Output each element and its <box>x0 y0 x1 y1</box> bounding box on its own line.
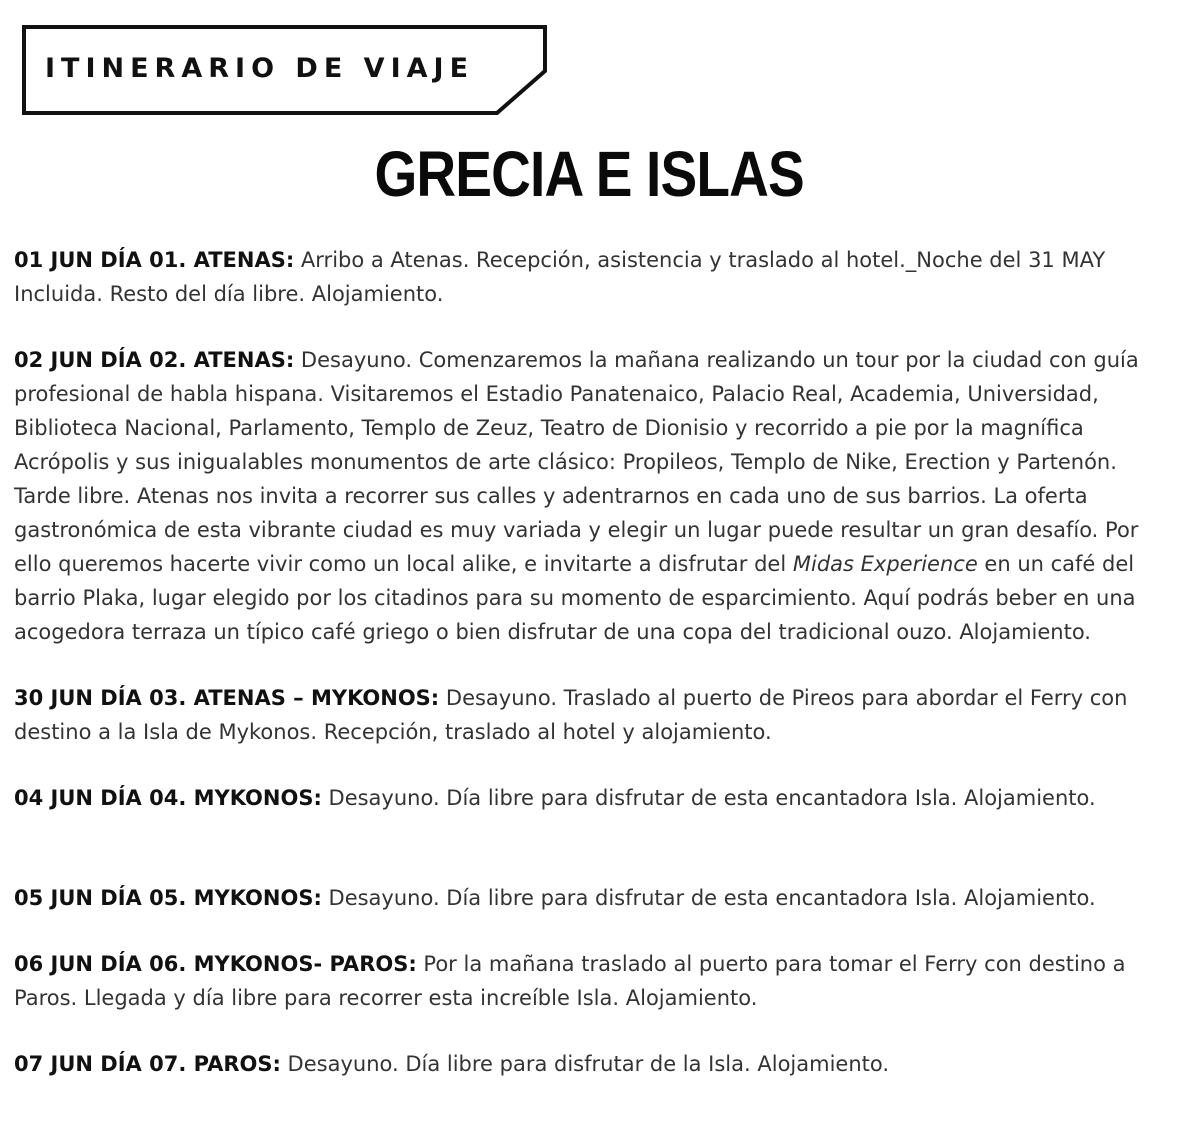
itinerary <box>14 243 1172 1081</box>
day-text: Desayuno. Día libre para disfrutar de esta encantadora Isla. Alojamiento. <box>321 786 1096 810</box>
page-title: GRECIA E ISLAS <box>374 138 804 210</box>
day-entry-03 <box>14 681 1172 749</box>
day-text: en un café del barrio Plaka, lugar elegido por los citadinos para su momento de esparcimiento. Aquí podrás beber en una acogedora terraza un típico café griego o bien disfrutar de una copa del tradicional ouzo. Alojamiento. <box>14 552 1136 644</box>
day-entry-01 <box>14 243 1172 311</box>
day-text: Desayuno. Día libre para disfrutar de la Isla. Alojamiento. <box>280 1052 890 1076</box>
header-label: ITINERARIO DE VIAJE <box>45 53 475 84</box>
day-heading: 02 JUN DÍA 02. ATENAS: <box>14 348 295 372</box>
day-text: Arribo a Atenas. Recepción, asistencia y traslado al hotel._Noche del 31 MAY Incluida. Resto del día libre. Alojamiento. <box>14 248 1106 306</box>
day-text: Desayuno. Traslado al puerto de Pireos para abordar el Ferry con destino a la Isla de Mykonos. Recepción, traslado al hotel y alojamiento. <box>14 686 1128 744</box>
day-text-emphasis: Midas Experience <box>792 552 978 576</box>
day-entry-02 <box>14 343 1172 649</box>
day-entry-04 <box>14 781 1172 815</box>
day-text: Desayuno. Comenzaremos la mañana realizando un tour por la ciudad con guía profesional de habla hispana. Visitaremos el Estadio Panatenaico, Palacio Real, Academia, Universidad, Biblioteca Nacional, Parlamento, Templo de Zeuz, Teatro de Dionisio y recorrido a pie por la magnífica Acrópolis y sus inigualables monumentos de arte clásico: Propileos, Templo de Nike, Erection y Partenón. Tarde libre. Atenas nos invita a recorrer sus calles y adentrarnos en cada uno de sus barrios. La oferta gastronómica de esta vibrante ciudad es muy variada y elegir un lugar puede resultar un gran desafío. Por ello queremos hacerte vivir como un local alike, e invitarte a disfrutar del <box>14 348 1139 576</box>
day-heading: 05 JUN DÍA 05. MYKONOS: <box>14 886 322 910</box>
day-entry-05 <box>14 881 1172 915</box>
day-text: Por la mañana traslado al puerto para tomar el Ferry con destino a Paros. Llegada y día libre para recorrer esta increíble Isla. Alojamiento. <box>14 952 1126 1010</box>
day-text: Desayuno. Día libre para disfrutar de esta encantadora Isla. Alojamiento. <box>321 886 1096 910</box>
day-heading: 01 JUN DÍA 01. ATENAS: <box>14 248 295 272</box>
day-heading: 30 JUN DÍA 03. ATENAS – MYKONOS: <box>14 686 440 710</box>
day-heading: 04 JUN DÍA 04. MYKONOS: <box>14 786 322 810</box>
day-heading: 07 JUN DÍA 07. PAROS: <box>14 1052 281 1076</box>
day-heading: 06 JUN DÍA 06. MYKONOS- PAROS: <box>14 952 417 976</box>
day-entry-07 <box>14 1047 1172 1081</box>
header-banner <box>22 25 550 115</box>
day-entry-06 <box>14 947 1172 1015</box>
